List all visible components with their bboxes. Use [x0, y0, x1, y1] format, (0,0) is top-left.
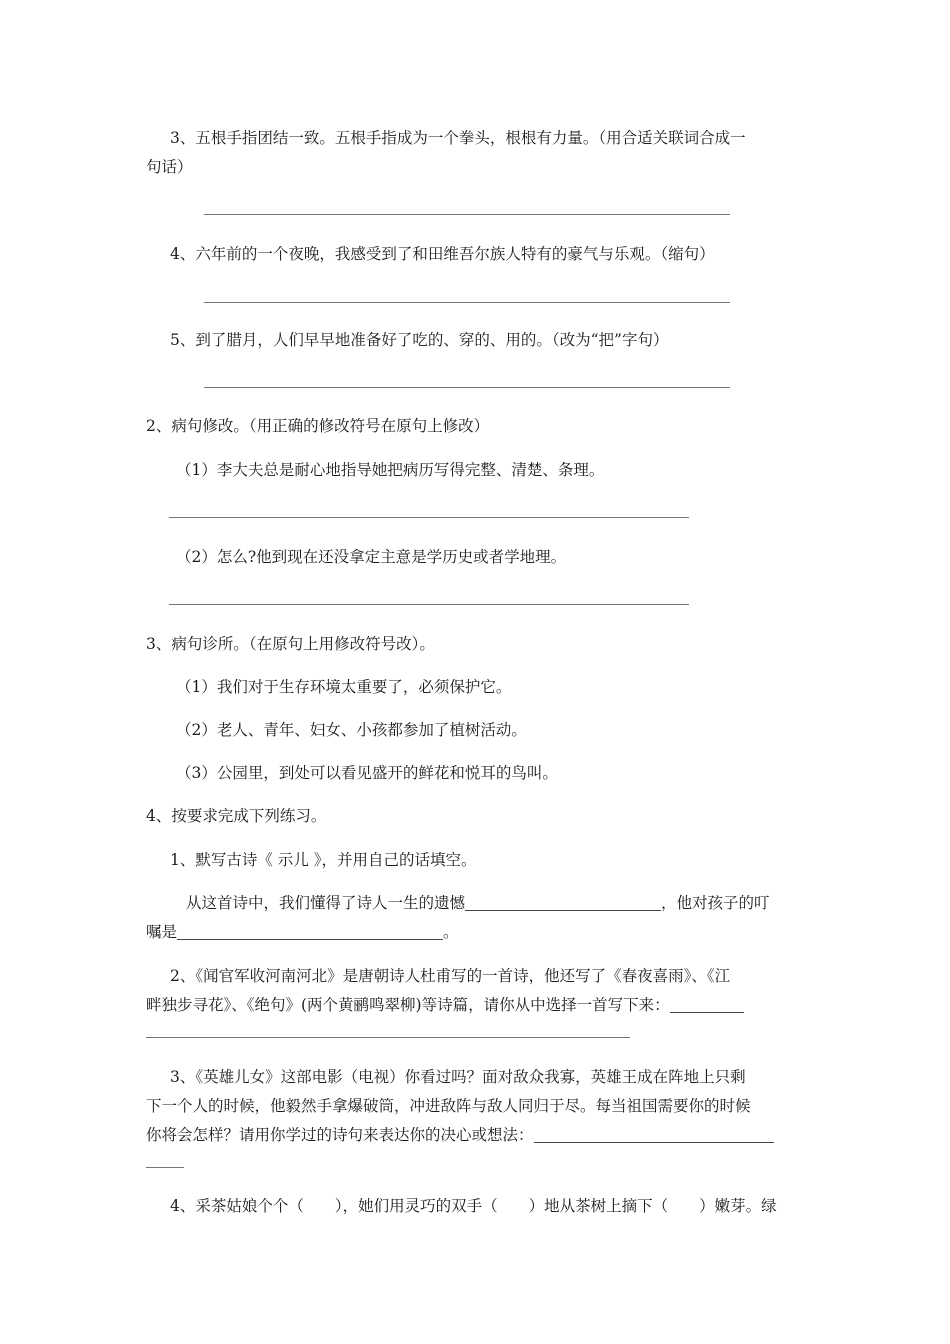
fill-blank[interactable] [177, 923, 443, 940]
answer-line [169, 604, 689, 605]
practice-4-line-1: 4、采茶姑娘个个（ ），她们用灵巧的双手（ ）地从茶树上摘下（ ）嫩芽。绿 [170, 1197, 777, 1215]
fill-text: 嘱是 [146, 923, 178, 941]
fill-text: ，他对孩子的叮 [661, 894, 770, 912]
question-3-line-1: 3、五根手指团结一致。五根手指成为一个拳头，根根有力量。（用合适关联词合成一 [170, 129, 746, 147]
section-2-item-2: （2）怎么?他到现在还没拿定主意是学历史或者学地理。 [176, 548, 567, 566]
section-4-heading: 4、按要求完成下列练习。 [146, 807, 327, 825]
answer-line [204, 214, 730, 215]
practice-2-line-1: 2、《闻官军收河南河北》是唐朝诗人杜甫写的一首诗，他还写了《春夜喜雨》、《江 [170, 967, 731, 985]
section-2-item-1: （1）李大夫总是耐心地指导她把病历写得完整、清楚、条理。 [176, 461, 605, 479]
section-2-heading: 2、病句修改。（用正确的修改符号在原句上修改） [146, 417, 490, 435]
answer-line [204, 302, 730, 303]
answer-line [146, 1167, 184, 1168]
practice-2-line-2 [146, 995, 806, 1015]
practice-1-fill-line-1 [186, 893, 846, 913]
answer-line [204, 387, 730, 388]
practice-3-line-2: 下一个人的时候，他毅然手拿爆破筒，冲进敌阵与敌人同归于尽。每当祖国需要你的时候 [146, 1097, 751, 1115]
practice-1: 1、默写古诗《 示儿 》，并用自己的话填空。 [170, 851, 477, 869]
question-3-line-2: 句话） [146, 158, 193, 176]
practice-1-fill-line-2 [146, 922, 806, 942]
fill-text: 从这首诗中，我们懂得了诗人一生的遗憾 [186, 894, 466, 912]
practice-3-line-1: 3、《英雄儿女》这部电影（电视）你看过吗？面对敌众我寡，英雄王成在阵地上只剩 [170, 1068, 746, 1086]
practice-3-line-3 [146, 1125, 806, 1145]
section-3-item-1: （1）我们对于生存环境太重要了，必须保护它。 [176, 678, 512, 696]
fill-blank[interactable] [534, 1126, 774, 1143]
fill-blank[interactable] [465, 894, 661, 911]
section-3-item-3: （3）公园里，到处可以看见盛开的鲜花和悦耳的鸟叫。 [176, 764, 558, 782]
question-5: 5、到了腊月，人们早早地准备好了吃的、穿的、用的。（改为“把”字句） [170, 331, 669, 349]
fill-text: 。 [443, 923, 459, 941]
answer-line [169, 517, 689, 518]
fill-text: 你将会怎样？请用你学过的诗句来表达你的决心或想法： [146, 1126, 534, 1144]
fill-text: 畔独步寻花》、《绝句》(两个黄鹂鸣翠柳)等诗篇，请你从中选择一首写下来： [146, 996, 670, 1014]
section-3-heading: 3、病句诊所。（在原句上用修改符号改）。 [146, 635, 435, 653]
answer-line [146, 1037, 630, 1038]
question-4: 4、六年前的一个夜晚，我感受到了和田维吾尔族人特有的豪气与乐观。（缩句） [170, 245, 715, 263]
fill-blank[interactable] [670, 996, 744, 1013]
section-3-item-2: （2）老人、青年、妇女、小孩都参加了植树活动。 [176, 721, 527, 739]
